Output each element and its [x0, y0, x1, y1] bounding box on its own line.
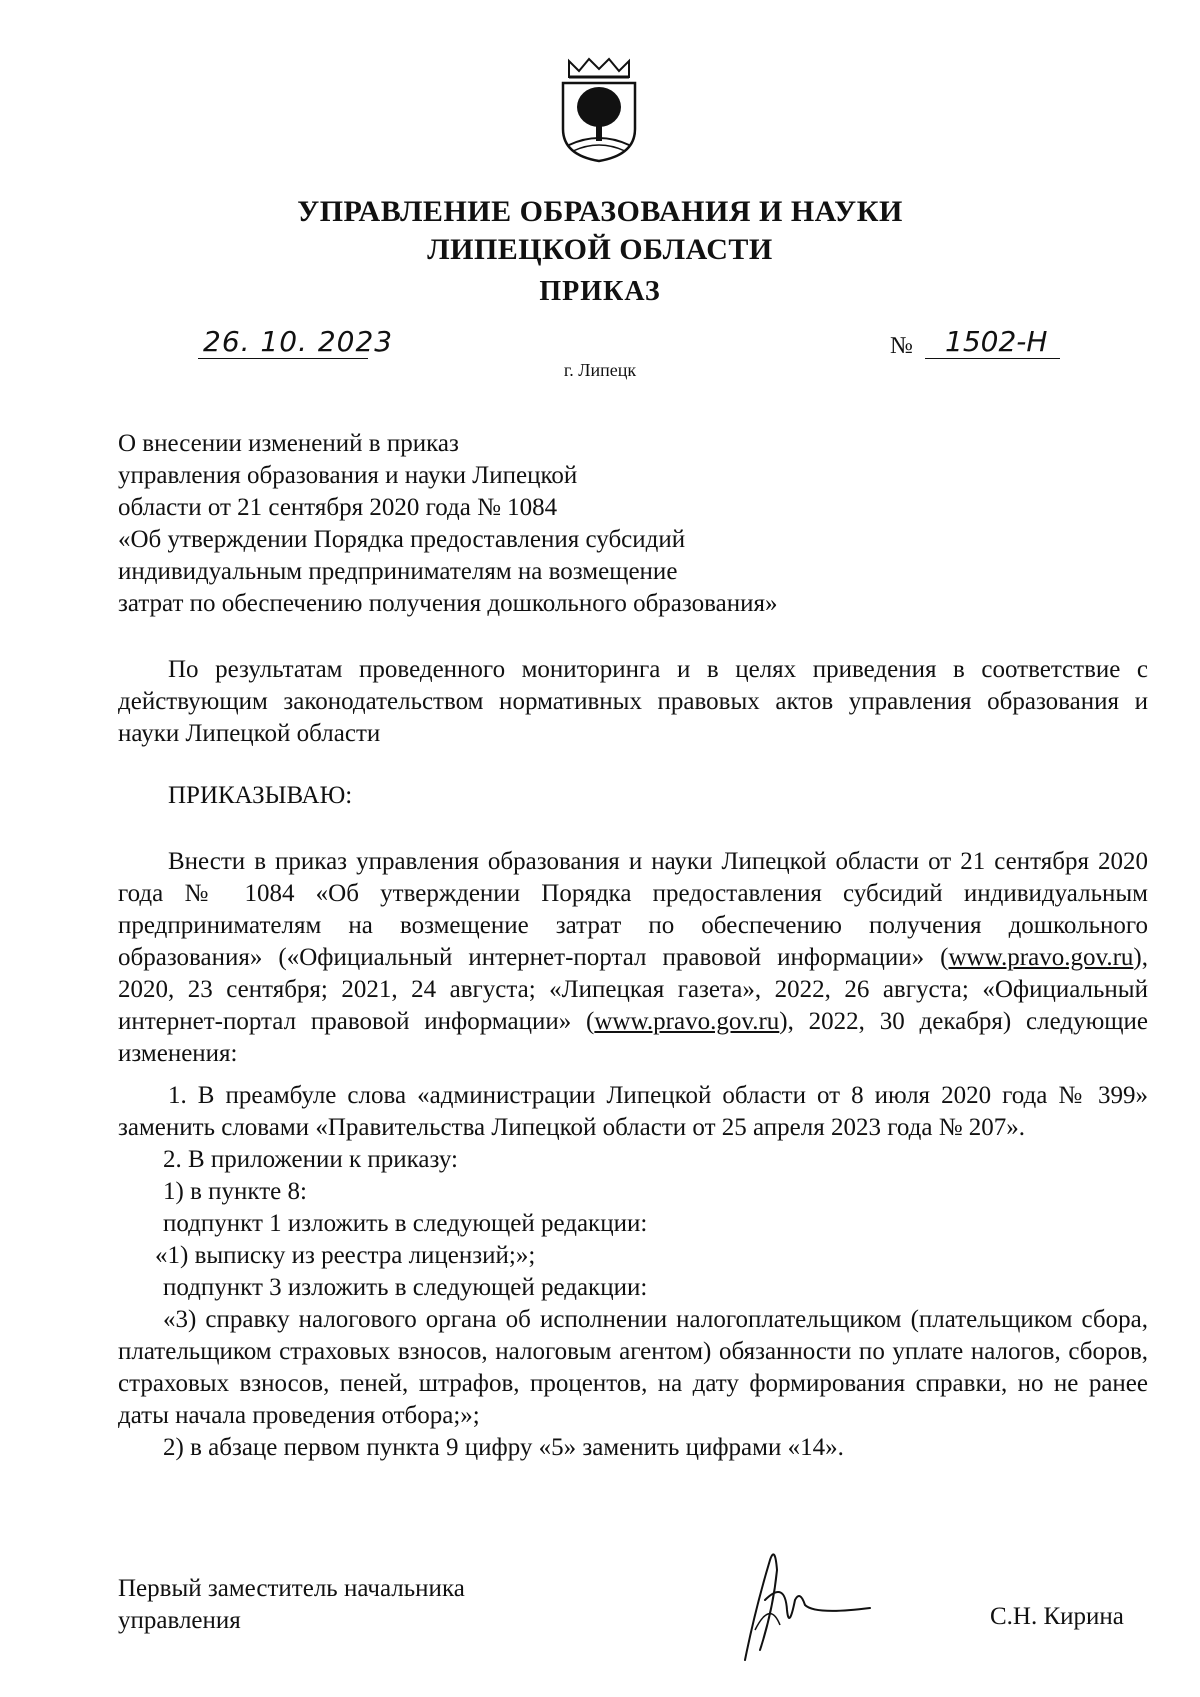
amendment-item-4: подпункт 1 изложить в следующей редакции: [163, 1210, 648, 1237]
subject-line: «Об утверждении Порядка предоставления субсидий [118, 526, 686, 553]
amendment-item-1: 1. В преамбуле слова «администрации Липецкой области от 8 июля 2020 года № 399» заменить словами «Правительства Липецкой области от 25 апреля 2023 года № 207». [118, 1082, 1148, 1141]
date-underline [198, 358, 368, 359]
signatory-position-line1: Первый заместитель начальника [118, 1575, 465, 1602]
subject-line: индивидуальным предпринимателям на возмещение [118, 558, 678, 585]
organization-name-line1: УПРАВЛЕНИЕ ОБРАЗОВАНИЯ И НАУКИ [297, 195, 903, 228]
subject-line: управления образования и науки Липецкой [118, 462, 578, 489]
document-number: 1502-Н [945, 325, 1048, 358]
lipetsk-coat-of-arms-icon [555, 55, 643, 165]
main-paragraph [118, 846, 1148, 1070]
amendment-item-6: подпункт 3 изложить в следующей редакции: [163, 1274, 648, 1301]
subject-line: О внесении изменений в приказ [118, 430, 459, 457]
number-label: № [890, 333, 913, 359]
city: г. Липецк [563, 360, 637, 380]
amendment-item-3: 1) в пункте 8: [163, 1178, 307, 1205]
main-paragraph-part2: ), 2020, 23 сентября; 2021, 24 августа; «Липецкая газета», 2022, 26 августа; «Официальный интернет-портал правовой информации» ( [118, 944, 1148, 1035]
document-type: ПРИКАЗ [539, 276, 661, 307]
signatory-position-line2: управления [118, 1607, 241, 1634]
amendment-item-7: «3) справку налогового органа об исполнении налогоплательщиком (плательщиком сбора, плательщиком страховых взносов, налоговым агентом) обязанности по уплате налогов, сборов, страховых взносов, пеней, штрафов, процентов, на дату формирования справки, но не ранее даты начала проведения отбора;»; [118, 1306, 1148, 1429]
order-word: ПРИКАЗЫВАЮ: [168, 782, 353, 809]
preamble-paragraph: По результатам проведенного мониторинга и в целях приведения в соответствие с действующим законодательством нормативных правовых актов управления образования и науки Липецкой области [118, 656, 1148, 747]
organization-name [0, 193, 1200, 269]
signatory-name: С.Н. Кирина [990, 1603, 1124, 1630]
amendment-item-2: 2. В приложении к приказу: [163, 1146, 458, 1173]
main-paragraph-part3: ), 2022, 30 декабря) следующие изменения: [118, 1008, 1148, 1067]
signatory-position [118, 1573, 465, 1637]
document-date: 26. 10. 2023 [203, 325, 394, 358]
pravo-link-1[interactable]: www.pravo.gov.ru [948, 944, 1134, 971]
amendments-list [118, 1080, 1148, 1464]
main-paragraph-part1: Внести в приказ управления образования и науки Липецкой области от 21 сентября 2020 года № 1084 «Об утверждении Порядка предоставления субсидий индивидуальным предпринимателям на возмещение затрат по обеспечению получения дошкольного образования» («Официальный интернет-портал правовой информации» ( [118, 848, 1148, 971]
amendment-item-8: 2) в абзаце первом пункта 9 цифру «5» заменить цифрами «14». [163, 1434, 844, 1461]
handwritten-signature [725, 1540, 875, 1670]
amendment-item-5: «1) выписку из реестра лицензий;»; [155, 1242, 536, 1269]
subject-line: затрат по обеспечению получения дошкольного образования» [118, 590, 778, 617]
number-underline [925, 358, 1060, 359]
subject-line: области от 21 сентября 2020 года № 1084 [118, 494, 558, 521]
organization-name-line2: ЛИПЕЦКОЙ ОБЛАСТИ [427, 233, 773, 266]
pravo-link-2[interactable]: www.pravo.gov.ru [594, 1008, 780, 1035]
document-subject [118, 428, 898, 620]
